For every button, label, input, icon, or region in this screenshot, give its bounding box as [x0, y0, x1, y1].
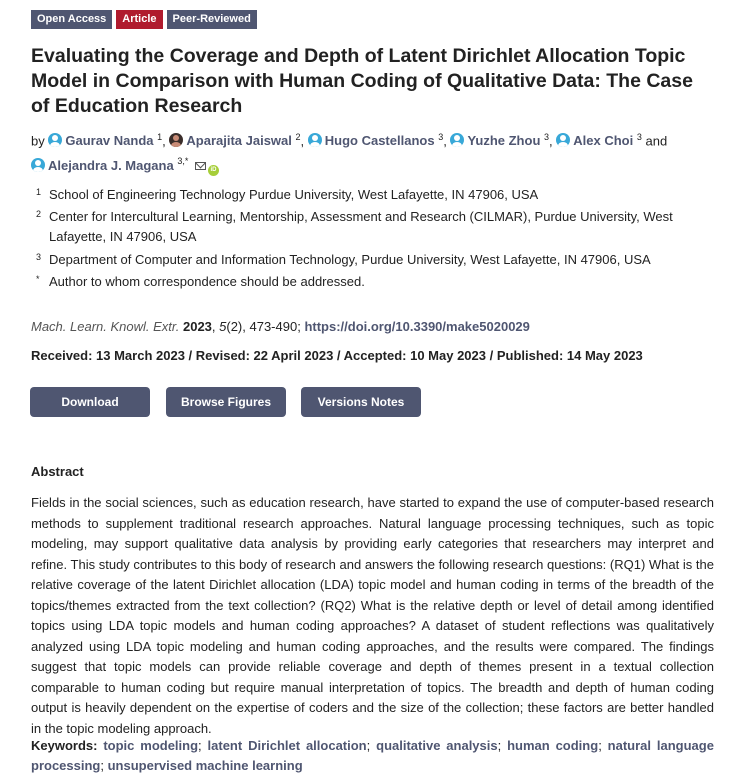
affiliation-item [36, 272, 726, 292]
article-title: Evaluating the Coverage and Depth of Latent Dirichlet Allocation Topic Model in Comparison with Human Coding of Qualitative Data: The Case of Education Research [31, 45, 693, 117]
author-avatar-icon [308, 133, 322, 147]
author-affil-sup: 3 [544, 132, 550, 142]
keywords-label: Keywords: [31, 738, 98, 753]
download-button[interactable]: Download [30, 387, 150, 417]
and-label: and [645, 133, 668, 149]
author-name: Gaurav Nanda [65, 133, 154, 149]
affiliation-item [36, 207, 726, 247]
keyword-link[interactable]: topic modeling [103, 738, 199, 753]
affiliation-text: School of Engineering Technology Purdue University, West Lafayette, IN 47906, USA [49, 187, 539, 202]
affiliation-item [36, 250, 726, 270]
citation-line: Mach. Learn. Knowl. Extr. 2023, 5(2), 473-490; https://doi.org/10.3390/make5020029 [31, 319, 530, 334]
orcid-icon[interactable]: iD [208, 165, 219, 176]
open-access-badge[interactable]: Open Access [31, 10, 112, 29]
browse-figures-button[interactable]: Browse Figures [166, 387, 286, 417]
affiliation-text: Author to whom correspondence should be addressed. [49, 274, 365, 289]
badge-row [31, 10, 257, 29]
affiliation-text: Center for Intercultural Learning, Mentorship, Assessment and Research (CILMAR), Purdue University, West Lafayette, IN 47906, USA [49, 209, 673, 244]
author-name: Alejandra J. Magana [48, 157, 174, 173]
keyword-link[interactable]: unsupervised machine learning [107, 758, 303, 773]
keyword-link[interactable]: qualitative analysis [376, 738, 498, 753]
affiliation-item [36, 185, 726, 205]
by-label: by [31, 133, 45, 149]
keywords-line: Keywords: topic modeling; latent Dirichlet allocation; qualitative analysis; human coding; natural language processing; unsupervised machine learning [31, 738, 714, 773]
affiliation-number: 2 [36, 209, 42, 219]
email-icon[interactable] [195, 162, 206, 170]
author-affil-sup: 3 [636, 132, 642, 142]
author-photo-icon [169, 133, 183, 147]
abstract-heading: Abstract [31, 464, 84, 479]
author-link[interactable] [48, 133, 153, 148]
doi-link[interactable]: https://doi.org/10.3390/make5020029 [304, 319, 530, 334]
abstract-text: Fields in the social sciences, such as education research, have started to expand the use of computer-based research methods to supplement traditional research approaches. Natural language processing techniques, such as topic modeling, may support qualitative data analysis by providing early categories that researchers may interpret and refine. This study contributes to this body of research and answers the following research questions: (RQ1) What is the relative coverage of the latent Dirichlet allocation (LDA) topic model and human coding in terms of the breadth of the topics/themes extracted from the text collection? (RQ2) What is the relative depth or level of detail among identified topics using LDA topic models and human coding approaches? A dataset of student reflections was qualitatively analyzed using LDA topic modeling and human coding approaches, and the results were compared. The findings suggest that topic models can provide reliable coverage and depth of themes present in a textual collection comparable to human coding but require manual interpretation of topics. The breadth and depth of human coding output is heavily dependent on the expertise of coders and the size of the collection; these factors are better handled in the topic modeling approach. [31, 495, 714, 736]
author-affil-sup: 2 [295, 132, 301, 142]
citation-year: 2023 [182, 319, 212, 334]
author-affil-sup: 3 [438, 132, 444, 142]
author-avatar-icon [48, 133, 62, 147]
affiliation-number: 3 [36, 252, 42, 262]
author-avatar-icon [556, 133, 570, 147]
citation-volume: 5 [219, 319, 227, 334]
keyword-link[interactable]: human coding [507, 738, 599, 753]
author-name: Hugo Castellanos [324, 133, 435, 149]
author-link[interactable] [308, 133, 435, 148]
author-affil-sup: 3,* [177, 156, 189, 167]
affiliation-text: Department of Computer and Information Technology, Purdue University, West Lafayette, IN 47906, USA [49, 252, 651, 267]
author-avatar-icon [450, 133, 464, 147]
author-link[interactable] [31, 158, 174, 173]
journal-name: Mach. Learn. Knowl. Extr. [31, 319, 180, 334]
keyword-link[interactable]: latent Dirichlet allocation [207, 738, 367, 753]
publication-dates: Received: 13 March 2023 / Revised: 22 April 2023 / Accepted: 10 May 2023 / Published: 14 May 2023 [31, 348, 643, 363]
author-avatar-icon [31, 158, 45, 172]
author-name: Yuzhe Zhou [467, 133, 541, 149]
article-badge: Article [116, 10, 162, 29]
author-list: by Gaurav Nanda $^1$, Aparajita Jaiswal $^2$, Hugo Castellanos $^3$, Yuzhe Zhou $^3$, Alex Choi $^3$ and Alejandra J. Magana $^{3,*}$ iD [31, 127, 721, 176]
versions-notes-button[interactable]: Versions Notes [301, 387, 421, 417]
author-name: Aparajita Jaiswal [186, 133, 292, 149]
citation-issue-pages: (2), 473-490; [226, 319, 301, 334]
author-link[interactable] [169, 133, 292, 148]
affiliation-number: * [36, 274, 40, 284]
author-affil-sup: 1 [157, 132, 163, 142]
author-name: Alex Choi [573, 133, 634, 149]
author-link[interactable] [556, 133, 633, 148]
peer-reviewed-badge[interactable]: Peer-Reviewed [167, 10, 257, 29]
affiliation-number: 1 [36, 187, 42, 197]
author-link[interactable] [450, 133, 540, 148]
keyword-link[interactable]: natural language processing [31, 738, 714, 773]
